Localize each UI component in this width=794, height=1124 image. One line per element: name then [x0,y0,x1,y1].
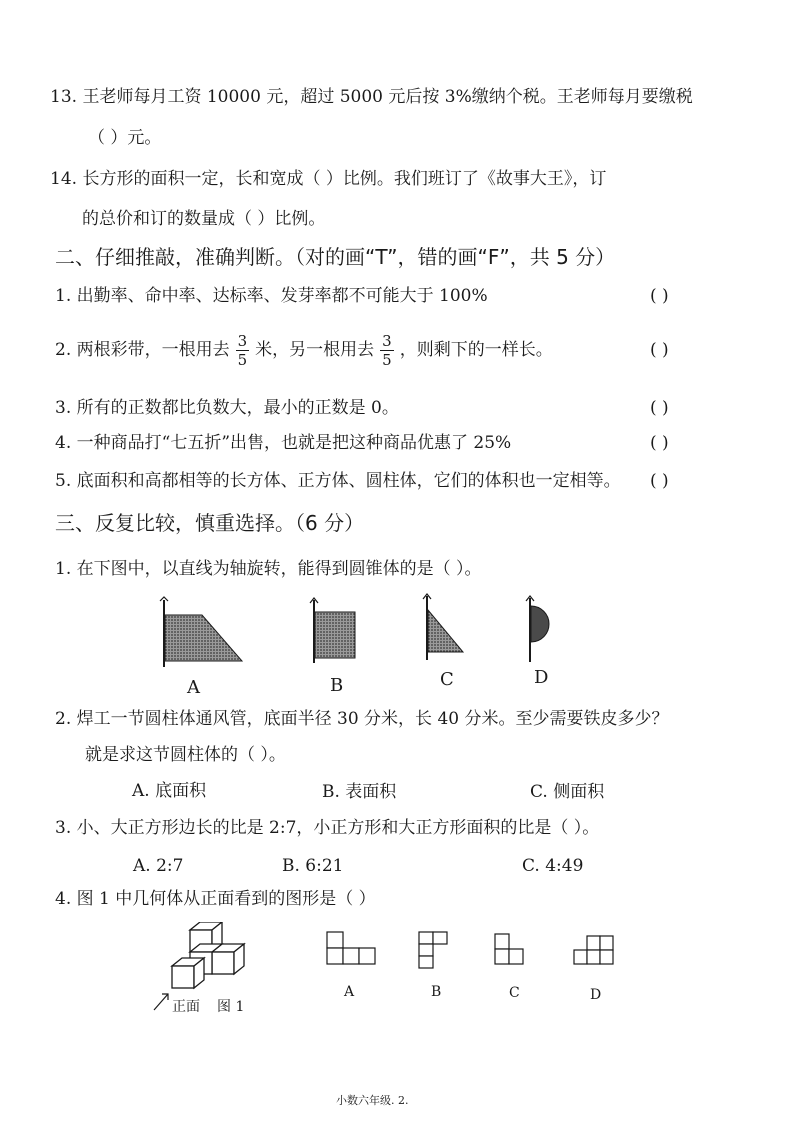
s3-q2-option-c: C. 侧面积 [530,782,605,802]
figure-b-square [305,595,365,665]
s2-answer-4: ( ) [650,433,669,453]
view-label-b: B [431,984,442,1000]
s3-q3-text: 3. 小、大正方形边长的比是 2:7，小正方形和大正方形面积的比是（ ）。 [55,818,600,838]
figure-label-c: C [440,669,454,690]
q13-line2: （ ）元。 [88,128,162,148]
s2-item-2-post: ，则剩下的一样长。 [399,340,553,360]
figure-label-a: A [187,677,200,698]
fraction-denominator: 5 [382,351,392,369]
figure-1-label: 图 1 [217,999,245,1015]
fraction-denominator: 5 [237,351,248,369]
view-option-a [325,930,381,966]
s3-q2-line1: 2. 焊工一节圆柱体通风管，底面半径 30 分米，长 40 分米。至少需要铁皮多少？ [55,709,669,729]
s2-item-4: 4. 一种商品打“七五折”出售，也就是把这种商品优惠了 25% [55,433,512,453]
s3-q3-option-c: C. 4:49 [522,856,584,876]
view-option-b [416,930,456,970]
s2-answer-2: ( ) [650,340,669,360]
s3-q3-option-b: B. 6:21 [282,856,344,876]
figure-a-trapezoid [150,595,250,670]
s2-answer-1: ( ) [650,286,669,306]
fraction [236,332,250,369]
q14-line2: 的总价和订的数量成（ ）比例。 [82,209,326,229]
view-option-d [571,934,615,968]
figure-c-triangle [413,590,473,662]
s2-item-2-pre: 2. 两根彩带，一根用去 [55,340,230,360]
section3-title: 三、反复比较，慎重选择。（6 分） [55,511,365,535]
s2-item-5: 5. 底面积和高都相等的长方体、正方体、圆柱体，它们的体积也一定相等。 [55,471,621,491]
page-footer: 小数六年级. 2. [336,1094,409,1107]
s2-answer-3: ( ) [650,398,669,418]
section2-title: 二、仔细推敲，准确判断。（对的画“T”，错的画“F”，共 5 分） [55,245,616,269]
s2-item-2 [55,330,553,370]
figure-label-b: B [330,675,344,696]
view-label-a: A [344,984,355,1000]
s3-q2-option-b: B. 表面积 [322,782,397,802]
figure-label-d: D [534,667,549,688]
s3-q3-option-a: A. 2:7 [133,856,184,876]
view-label-d: D [590,987,602,1003]
s3-q2-line2: 就是求这节圆柱体的（ ）。 [85,745,286,765]
figure-d-semicircle [520,592,560,664]
fraction [380,332,394,369]
q14-line1: 14. 长方形的面积一定，长和宽成（ ）比例。我们班订了《故事大王》，订 [50,169,607,189]
fraction-numerator: 3 [382,332,392,350]
s2-item-3: 3. 所有的正数都比负数大，最小的正数是 0。 [55,398,399,418]
s2-item-1: 1. 出勤率、命中率、达标率、发芽率都不可能大于 100% [55,286,488,306]
s3-q4-text: 4. 图 1 中几何体从正面看到的图形是（ ） [55,889,376,909]
front-view-label: 正面 [172,999,200,1015]
s3-q1-text: 1. 在下图中，以直线为轴旋转，能得到圆锥体的是（ ）。 [55,559,482,579]
s2-answer-5: ( ) [650,471,669,491]
view-label-c: C [509,985,520,1001]
q13-line1: 13. 王老师每月工资 10000 元，超过 5000 元后按 3%缴纳个税。王老师每月要缴税 [50,87,693,107]
s2-item-2-mid: 米，另一根用去 [255,340,375,360]
view-option-c [493,932,533,968]
s3-q2-option-a: A. 底面积 [132,781,207,801]
fraction-numerator: 3 [237,332,248,350]
